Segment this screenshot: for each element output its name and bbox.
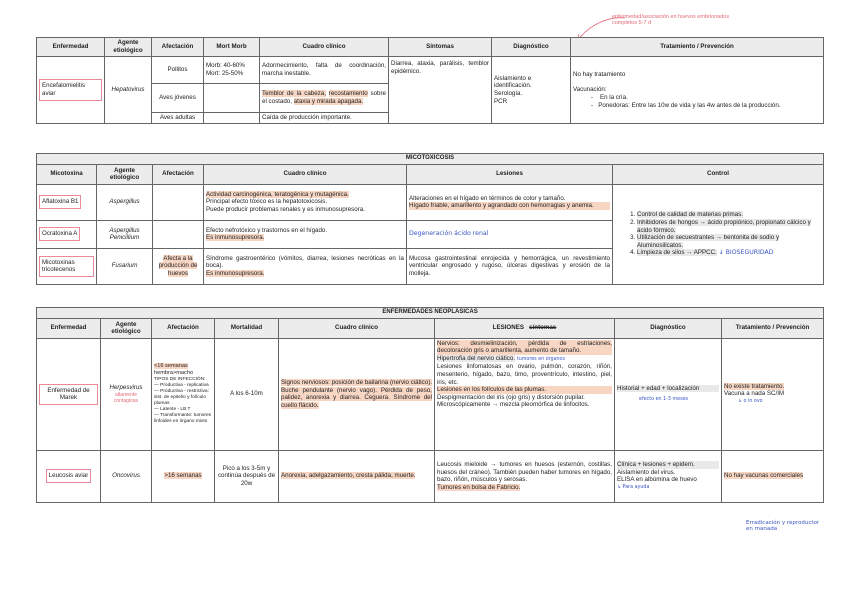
control-item-1: 1. Control de calidad de materias primas. [637,211,821,219]
diag-serologia: Serología. [494,90,523,97]
trat-vacunacion: Vacunación: [573,86,607,94]
agent-name: Hepatovirus [105,57,152,124]
header-tratamiento: Tratamiento / Prevención [571,38,824,57]
cc-ocratoxina: Efecto nefrotóxico y trastornos en el hígado. Es inmunosupresora. [204,220,407,248]
trat-no-hay: No hay tratamiento [573,70,626,78]
lesiones-tricotecenos: Mucosa gastrointestinal enrojecida y hemorrágica, un revestimiento ventricular engrosado y rugoso, úlceras digestivas y erosión de la molleja. [407,248,613,284]
mort-empty [204,84,260,113]
cc-leucosis: Anorexia, adelgazamiento, cresta pálida, muerte. [279,450,435,502]
header-cuadro-clinico: Cuadro clínico [279,318,435,338]
agent-herpesvirus: Herpesvirus altamente contagiosa [101,338,152,450]
header-mortalidad: Mortalidad [215,318,279,338]
header-tratamiento: Tratamiento / Prevención [722,318,824,338]
cc-jovenes: Temblor de la cabeza, recostamiento sobre el costado, ataxia y mirada apagada. [260,84,389,113]
cc-tricotecenos: Síndrome gastroentérico (vómitos, diarrea, lesiones necróticas en la boca). Es inmunosupresora. [204,248,407,284]
affect-marek: <16 semanas hembra>macho TIPOS DE INFECCIÓN: — Productiva - replicativa — Productiva - restrictiva: sist. de epitelio y folículo plumas — Latente - LB T — Transformante: tumores linfoides en órgano mixto [152,338,215,450]
diag-leucosis: Clínica + lesiones + epidem. Aislamiento del virus. ELISA en albúmina de huevo ↳ Para ayuda [615,450,722,502]
control-cell [613,184,824,284]
affect-empty [153,184,204,220]
table-neoplasicas [36,307,824,503]
header-lesiones: Lesiones [407,164,613,184]
header-cuadro-clinico: Cuadro clínico [204,164,407,184]
lesiones-leucosis: Leucosis mieloide → tumores en huesos (esternón, costillas, huesos del cráneo). También pueden haber tumores en hígado, bazo, riñón, músculos y serosas. Tumores en bolsa de Fabricio. [435,450,615,502]
affect-empty-2 [153,220,204,248]
cc-pollitos: Adormecimiento, falta de coordinación, marcha inestable. [260,57,389,84]
diag-marek: Historial + edad + localización efecto en 1-3 meses [615,338,722,450]
header-lesiones: LESIONES síntomas [435,318,615,338]
header-enfermedad: Enfermedad [37,38,105,57]
agent-aspergillus-penicillium: Aspergillus Penicillium [97,220,153,248]
trat-cria: - En la cría. [591,94,628,101]
cc-aflatoxina: Actividad carcinogénica, teratogénica y mutagénica. Principal efecto tóxico es la hepatotoxicosis. Puede producir problemas renales y es inmunosupresora. [204,184,407,220]
control-item-4: 4. Limpieza de silos → APPCC. ↓ BIOSEGURIDAD [637,249,821,257]
header-agente: Agente etiológico [101,318,152,338]
mort-morb-value: Morb: 40-60% Mort: 25-50% [204,57,260,84]
affect-leucosis: >16 semanas [152,450,215,502]
affect-pollitos: Pollitos [152,57,204,84]
tratamiento-cell [571,57,824,124]
affect-huevos: Afecta a la producción de huevos [153,248,204,284]
header-afectacion: Afectación [153,164,204,184]
table-encefalomielitis [36,37,824,124]
disease-cell [37,57,105,124]
section-title-micotoxicosis: MICOTOXICOSIS [37,154,824,165]
mort-empty-2 [204,113,260,124]
sintomas-value: Diarrea, ataxia, parálisis, temblor epidémico. [389,57,492,124]
mycotoxin-aflatoxina: Aflatoxina B1 [37,184,97,220]
header-micotoxina: Micotoxina [37,164,97,184]
disease-name: Encefalomielitis aviar [39,79,102,100]
header-mort-morb: Mort Morb [204,38,260,57]
lesiones-aflatoxina: Alteraciones en el hígado en términos de color y tamaño. Hígado friable, amarillento y agrandado con hemorragias y anemia. [407,184,613,220]
header-cuadro-clinico: Cuadro clínico [260,38,389,57]
header-diagnostico: Diagnóstico [615,318,722,338]
lesiones-marek: Nervios: desmielinización, pérdida de estriaciones, decoloración gris o amarillenta, aumento de tamaño. Hipertrofia del nervio ciático. tumores en órganos Lesiones linfomatosas en ovario, pulmón, corazón, riñón, mesenterio, hígado, bazo, timo, proventrículo, intestino, piel, iris, etc. Lesiones en los folículos de las plumas. Despigmentación del iris (ojo gris) y distorsión pupilar. Microscópicamente → mezcla pleomórfica de linfocitos. [435,338,615,450]
trat-ponedoras: - Ponedoras: Entre las 10w de vida y las 4w antes de la producción. [591,101,781,109]
cc-marek: Signos nerviosos: posición de bailarina (nervio ciático). Buche pendulante (nervio vago). Pérdida de peso, palidez, anorexia y diarrea. Ceguera. Síndrome del cuello flácido. [279,338,435,450]
trat-leucosis: No hay vacunas comerciales [722,450,824,502]
header-afectacion: Afectación [152,318,215,338]
affect-jovenes: Aves jóvenes [152,84,204,113]
mort-marek: A los 6-10m [215,338,279,450]
section-title-neoplasicas: ENFERMEDADES NEOPLÁSICAS [37,308,824,319]
header-sintomas: Síntomas [389,38,492,57]
disease-leucosis: Leucosis aviar [37,450,101,502]
diag-aislamiento: Aislamiento e identificación. [494,74,532,90]
header-diagnostico: Diagnóstico [492,38,571,57]
header-agente: Agente etiológico [97,164,153,184]
disease-marek: Enfermedad de Marek [37,338,101,450]
mycotoxin-ocratoxina: Ocratoxina A [37,220,97,248]
header-agente: Agente etiológico [105,38,152,57]
header-enfermedad: Enfermedad [37,318,101,338]
table-micotoxicosis [36,153,824,285]
mycotoxin-tricotecenos: Micotoxinas tricotecenos [37,248,97,284]
trat-marek: No existe tratamiento. Vacuna a nada SC/IM ↳ o in ovo [722,338,824,450]
control-item-3: 3. Utilización de secuestrantes → bentonita de sodio y Aluminosilicatos. [637,234,821,249]
agent-fusarium: Fusarium [97,248,153,284]
affect-adultas: Aves adultas [152,113,204,124]
lesiones-ocratoxina: Degeneración ácido renal [407,220,613,248]
diagnostico-cell [492,57,571,124]
cc-adultas: Caída de producción importante. [260,113,389,124]
diag-pcr: PCR [494,97,508,105]
mort-leucosis: Pico a los 3-5m y continúa después de 20w [215,450,279,502]
header-afectacion: Afectación [152,38,204,57]
control-item-2: 2. Inhibidores de hongos → ácido propiónico, propionato cálcico y ácido fórmico. [637,219,821,234]
annotation-note: enfermedad/asociación en huevos embrionados completos 5-7 d [612,14,730,26]
annotation-erradicacion: Erradicación y reproductor en manada [746,520,820,532]
agent-aspergillus: Aspergillus [97,184,153,220]
header-control: Control [613,164,824,184]
agent-oncovirus: Oncovirus [101,450,152,502]
